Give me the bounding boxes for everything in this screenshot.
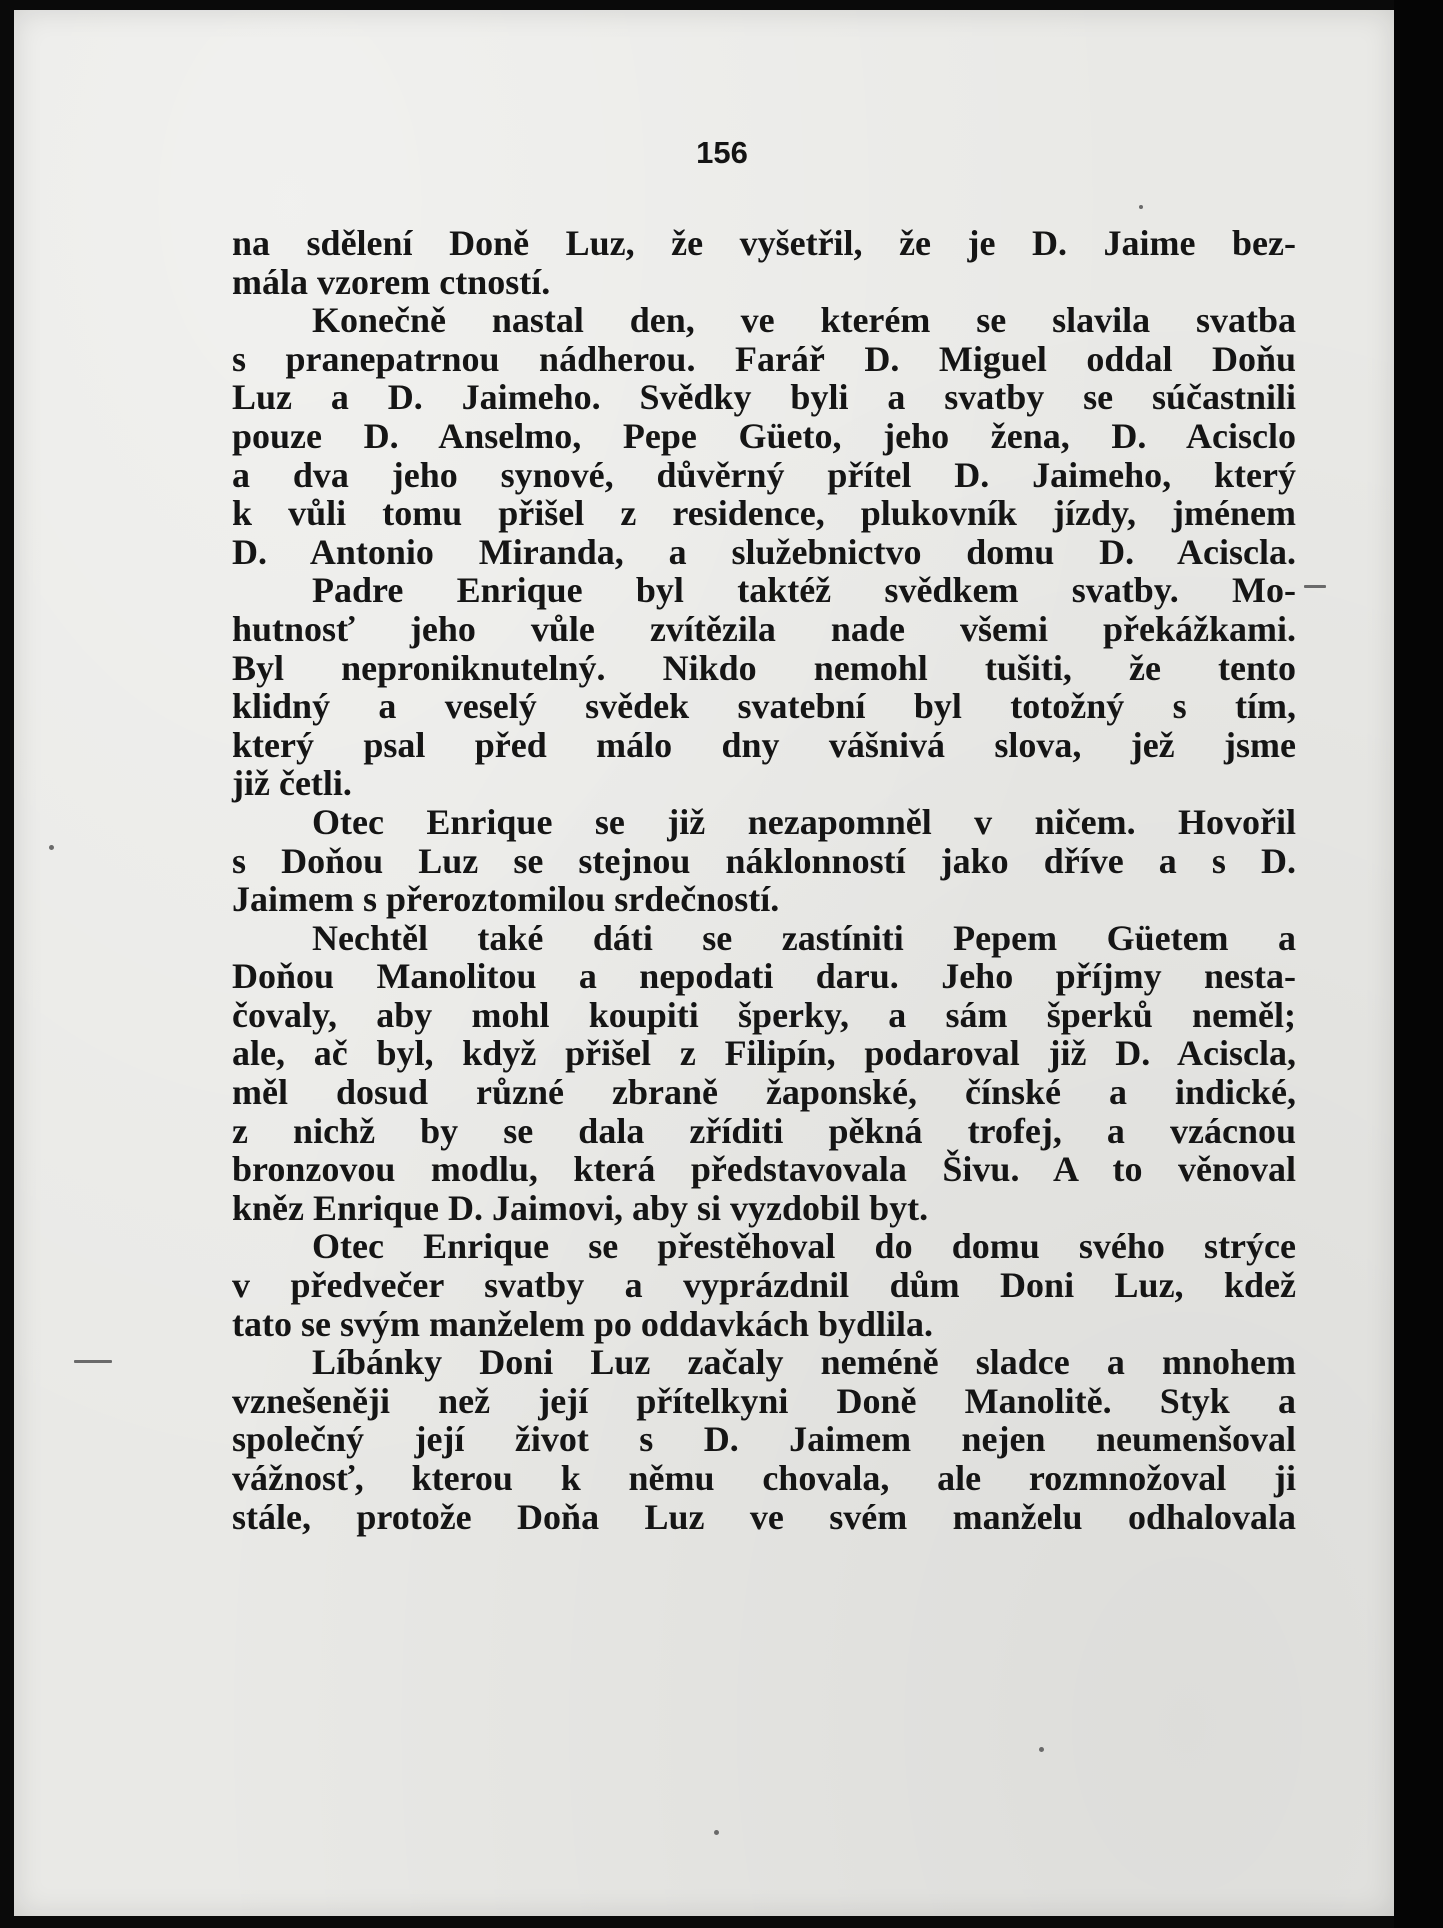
- text-line: stále, protože Doňa Luz ve svém manželu odhalovala: [232, 1496, 1296, 1537]
- text-line: k vůli tomu přišel z residence, plukovník jízdy, jménem: [232, 493, 1296, 534]
- text-line: kněz Enrique D. Jaimovi, aby si vyzdobil byt.: [232, 1187, 929, 1228]
- page-number: 156: [696, 135, 748, 170]
- text-line: pouze D. Anselmo, Pepe Güeto, jeho žena, D. Acisclo: [232, 415, 1296, 456]
- text-line: společný její život s D. Jaimem nejen neumenšoval: [232, 1419, 1296, 1460]
- text-line: který psal před málo dny vášnivá slova, jež jsme: [232, 724, 1296, 765]
- text-line: Doňou Manolitou a nepodati daru. Jeho příjmy nesta-: [232, 956, 1296, 997]
- body-text: [232, 224, 1296, 1536]
- text-line: D. Antonio Miranda, a služebnictvo domu D. Aciscla.: [232, 531, 1296, 572]
- text-line: na sdělení Doně Luz, že vyšetřil, že je D. Jaime bez-: [232, 223, 1296, 263]
- book-page: [14, 10, 1394, 1916]
- text-line: měl dosud různé zbraně žaponské, čínské a indické,: [232, 1072, 1296, 1113]
- text-line: bronzovou modlu, která představovala Šivu. A to věnoval: [232, 1149, 1296, 1190]
- text-line: vážnosť, kterou k němu chovala, ale rozmnožoval ji: [232, 1458, 1296, 1498]
- text-line: Konečně nastal den, ve kterém se slavila svatba: [312, 300, 1296, 341]
- text-line: s Doňou Luz se stejnou náklonností jako dříve a s D.: [232, 840, 1296, 881]
- text-line: Otec Enrique se přestěhoval do domu svého strýce: [312, 1226, 1296, 1267]
- text-line: Nechtěl také dáti se zastíniti Pepem Güetem a: [312, 917, 1296, 958]
- text-line: klidný a veselý svědek svatební byl totožný s tím,: [232, 686, 1296, 727]
- text-line: vznešeněji než její přítelkyni Doně Manolitě. Styk a: [232, 1380, 1296, 1421]
- paper-speck: [74, 1360, 112, 1363]
- text-line: tato se svým manželem po oddavkách bydlila.: [232, 1303, 934, 1344]
- paper-speck: [1304, 585, 1326, 588]
- text-line: Líbánky Doni Luz začaly neméně sladce a mnohem: [312, 1342, 1296, 1383]
- text-line: Byl neproniknutelný. Nikdo nemohl tušiti, že tento: [232, 647, 1296, 688]
- text-line: již četli.: [232, 763, 352, 804]
- scan-border: [1394, 0, 1443, 1928]
- paper-speck: [1039, 1747, 1044, 1752]
- text-line: Luz a D. Jaimeho. Svědky byli a svatby se súčastnili: [232, 377, 1296, 418]
- paper-speck: [714, 1830, 719, 1835]
- paper-speck: [1139, 205, 1143, 209]
- text-line: v předvečer svatby a vyprázdnil dům Doni Luz, kdež: [232, 1265, 1296, 1306]
- text-line: a dva jeho synové, důvěrný přítel D. Jaimeho, který: [232, 454, 1296, 495]
- text-line: ale, ač byl, když přišel z Filipín, podaroval již D. Aciscla,: [232, 1033, 1296, 1074]
- text-line: hutnosť jeho vůle zvítězila nade všemi překážkami.: [232, 608, 1296, 649]
- text-line: Jaimem s přeroztomilou srdečností.: [232, 879, 780, 920]
- text-line: Padre Enrique byl taktéž svědkem svatby. Mo-: [312, 570, 1296, 611]
- text-line: mála vzorem ctností.: [232, 261, 551, 302]
- text-line: Otec Enrique se již nezapomněl v ničem. Hovořil: [312, 801, 1296, 842]
- text-line: z nichž by se dala zříditi pěkná trofej, a vzácnou: [232, 1110, 1296, 1151]
- text-line: čovaly, aby mohl koupiti šperky, a sám šperků neměl;: [232, 994, 1296, 1035]
- paper-speck: [49, 845, 54, 850]
- text-line: s pranepatrnou nádherou. Farář D. Miguel oddal Doňu: [232, 338, 1296, 379]
